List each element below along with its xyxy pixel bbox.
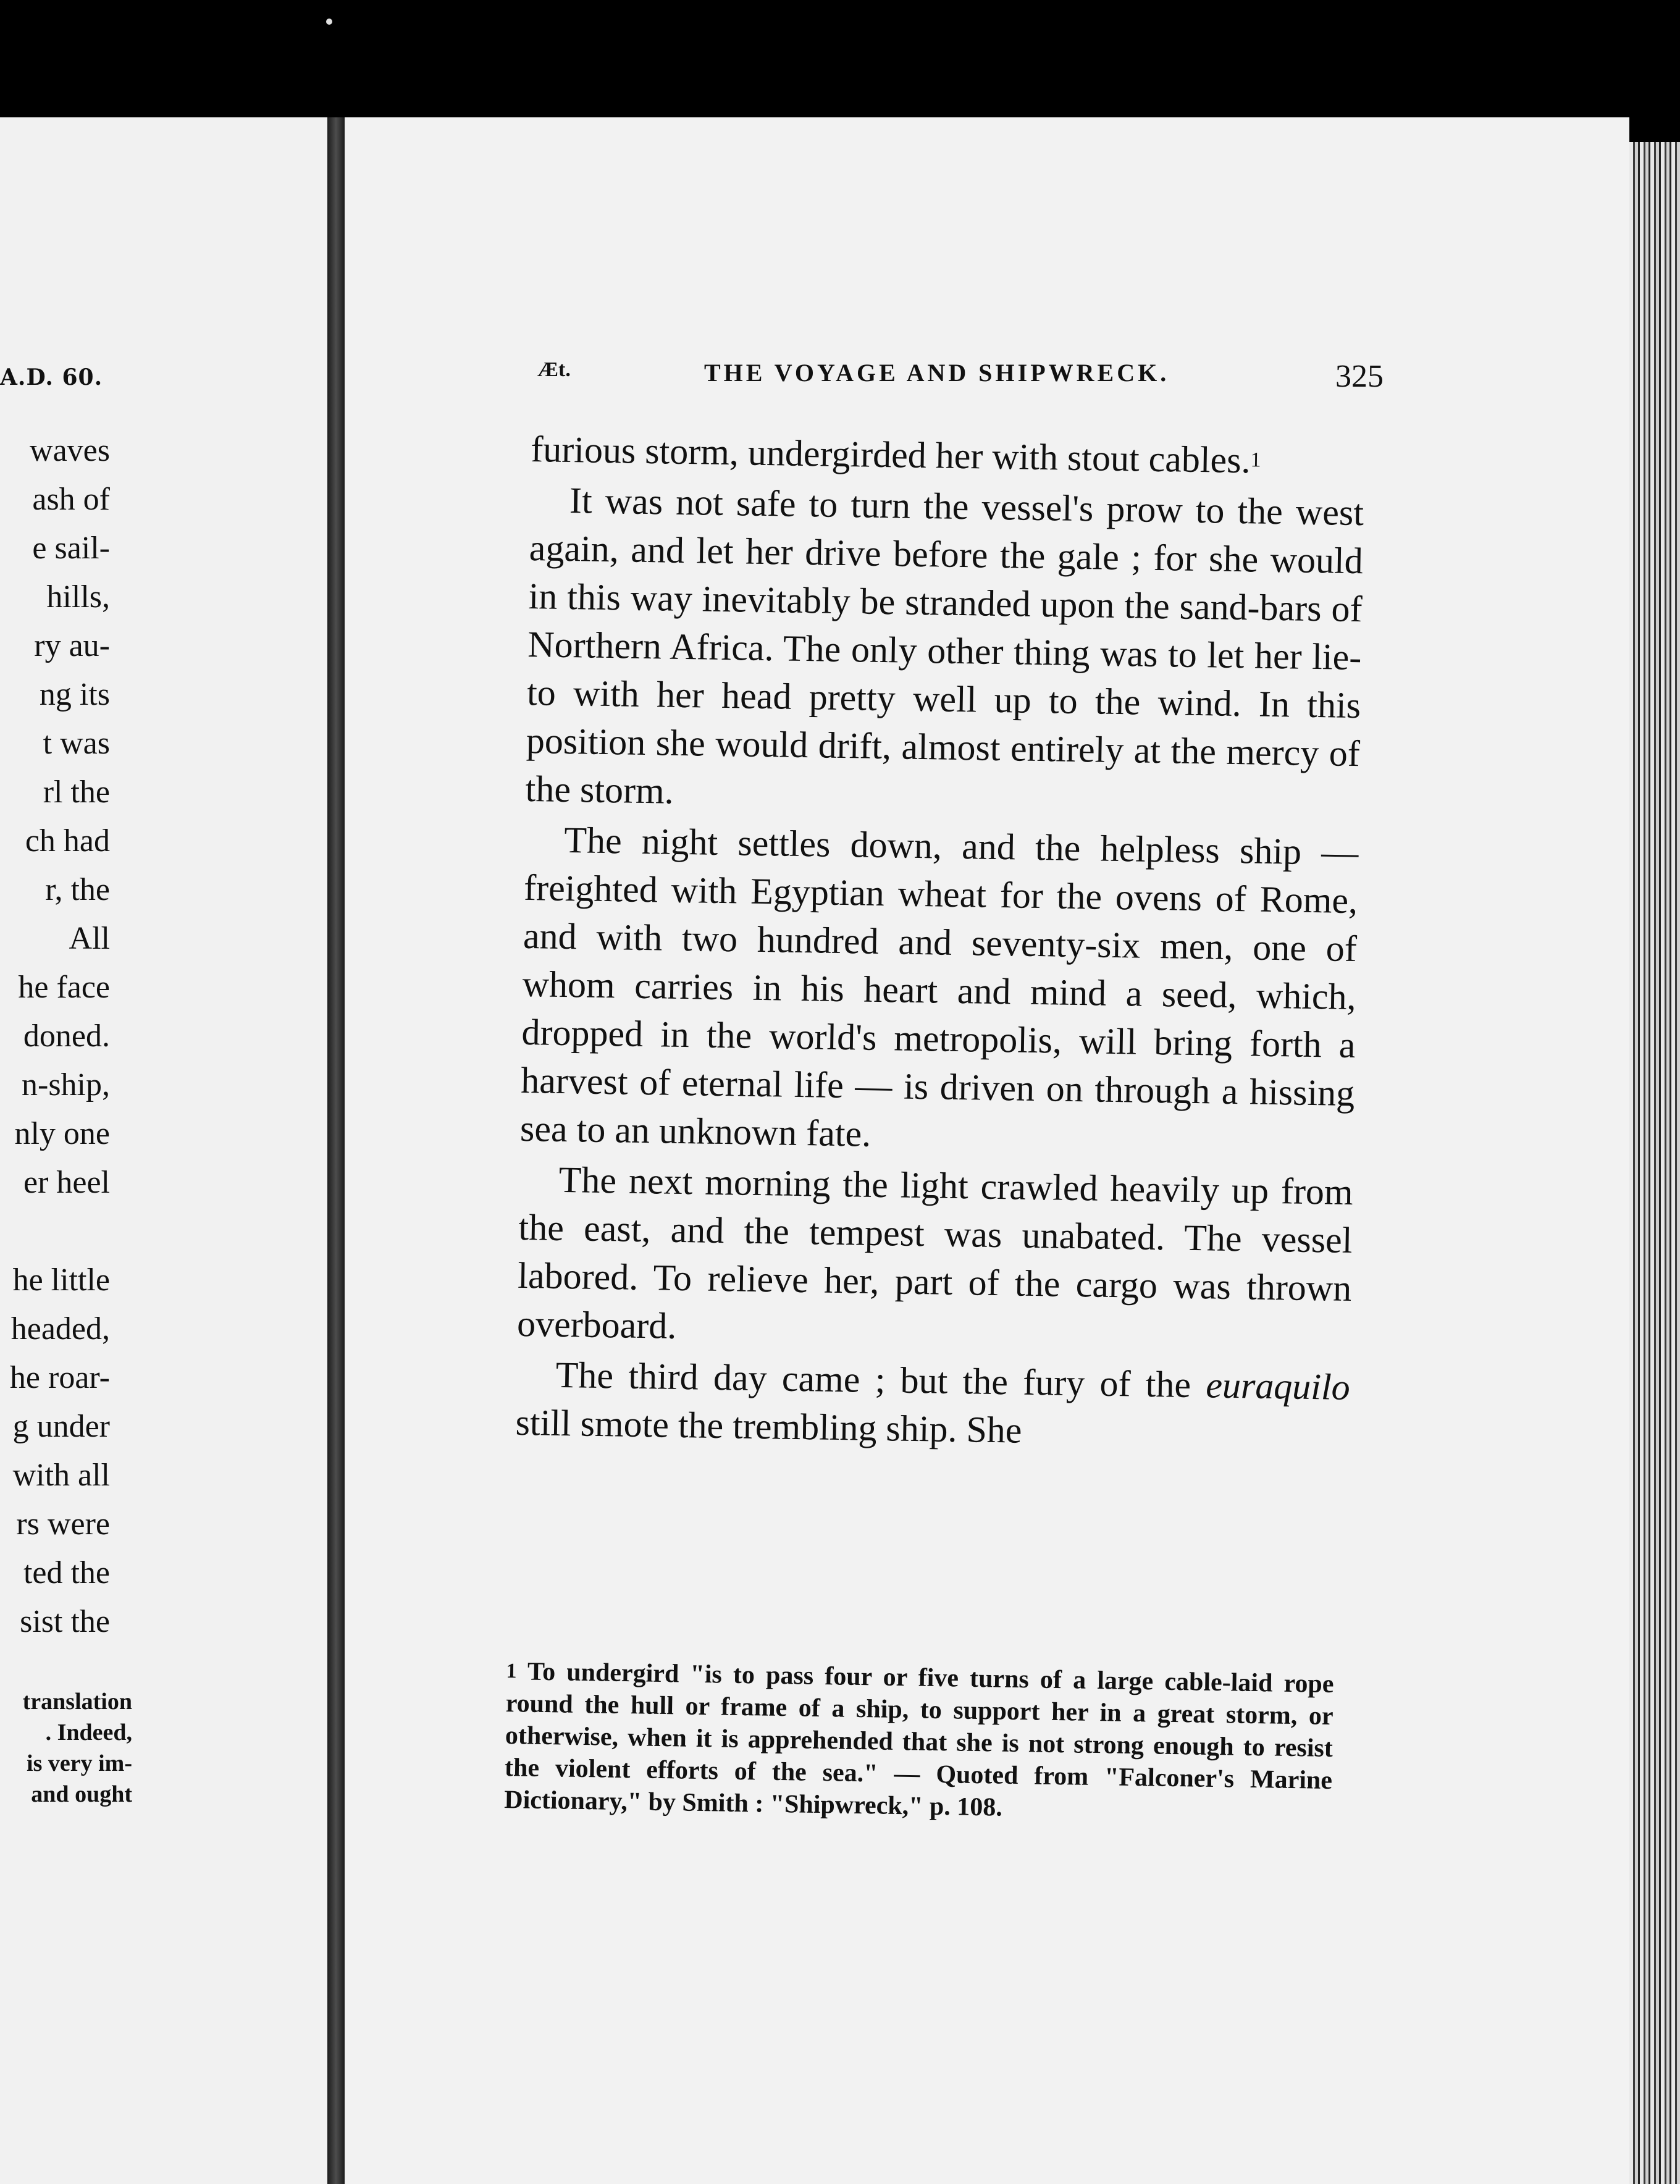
left-line-fragment: he little (12, 1262, 110, 1298)
left-line-fragment: n-ship, (22, 1067, 110, 1102)
left-line-fragment: t was (43, 726, 110, 761)
left-page-heading: A.D. 60. (0, 364, 103, 390)
page-edges (1629, 142, 1680, 2184)
left-footnote-fragment: and ought (31, 1781, 132, 1807)
left-line-fragment: e sail- (32, 531, 110, 566)
left-line-fragment: with all (12, 1458, 110, 1493)
paragraph: The third day came ; but the fury of the euraquilo still smote the trembling ship. She (515, 1354, 1351, 1451)
left-line-fragment: headed, (10, 1311, 110, 1346)
running-head-left: Æt. (537, 358, 571, 381)
left-line-fragment: he face (18, 970, 110, 1005)
left-line-fragment: rl the (43, 775, 110, 810)
body-text (515, 425, 1365, 1462)
running-head (537, 358, 1384, 401)
left-line-fragment: he roar- (9, 1360, 110, 1395)
paragraph: The night settles down, and the helpless ship — freighted with Egyptian wheat for the ovens of Rome, and with two hundred and seventy-six men, one of whom carries in his heart and mind a seed, which, dropped in the world's metropolis, will bring forth a harvest of eternal life — is driven on through a hissing sea to an unknown fate. (519, 819, 1359, 1154)
footnote (504, 1655, 1334, 1829)
paragraph: It was not safe to turn the vessel's prow to the west again, and let her drive before the gale ; for she would in this way inevitably be stranded upon the sand-bars of Northern Africa. The only other thing was to let her lie-to with her head pretty well up to the wind. In this position she would drift, almost entirely at the mercy of the storm. (525, 479, 1364, 812)
scan-speck (326, 19, 332, 25)
paragraph: furious storm, undergirded her with stout cables.$^1$ (530, 428, 1261, 481)
left-line-fragment: g under (12, 1409, 110, 1444)
left-line-fragment: waves (30, 433, 110, 468)
left-footnote-fragment: translation (22, 1689, 132, 1715)
left-page-text (10, 426, 110, 1646)
left-footnote-fragment: . Indeed, (45, 1720, 132, 1745)
left-line-fragment: nly one (14, 1116, 110, 1151)
paragraph: The next morning the light crawled heavily up from the east, and the tempest was unabated. The vessel labored. To relieve her, part of the cargo was thrown overboard. (516, 1159, 1354, 1346)
left-line-fragment: er heel (23, 1165, 110, 1200)
left-line-fragment: ry au- (34, 628, 110, 663)
left-line-fragment: sist the (20, 1604, 110, 1639)
left-line-fragment: ash of (32, 482, 110, 517)
left-line-fragment: r, the (45, 872, 110, 907)
page-number: 325 (1335, 359, 1384, 394)
footnote-marker: 1 (506, 1659, 517, 1683)
footnote-ref: 1 (1250, 448, 1261, 472)
left-footnote-fragment: is very im- (27, 1750, 132, 1776)
left-line-fragment: ch had (25, 823, 110, 859)
left-line-fragment: rs were (16, 1506, 110, 1542)
running-head-title: THE VOYAGE AND SHIPWRECK. (704, 359, 1170, 387)
left-line-fragment (10, 1207, 110, 1256)
left-line-fragment: hills, (46, 579, 110, 615)
left-page-footnote (23, 1686, 132, 1810)
book-gutter (327, 117, 345, 2184)
left-line-fragment: All (69, 921, 110, 956)
footnote-text: To undergird "is to pass four or five turns of a large cable-laid rope round the hull or frame of a ship, to support her in a great storm, or otherwise, when it is apprehended that she is not strong enough to resist the violent efforts of the sea." — Quoted from "Falconer's Marine Dictionary," by Smith : "Shipwreck," p. 108. (503, 1657, 1334, 1822)
left-line-fragment: ng its (39, 677, 110, 712)
italic-word: euraquilo (1205, 1364, 1351, 1408)
left-line-fragment: doned. (23, 1018, 110, 1054)
left-line-fragment: ted the (23, 1555, 110, 1590)
